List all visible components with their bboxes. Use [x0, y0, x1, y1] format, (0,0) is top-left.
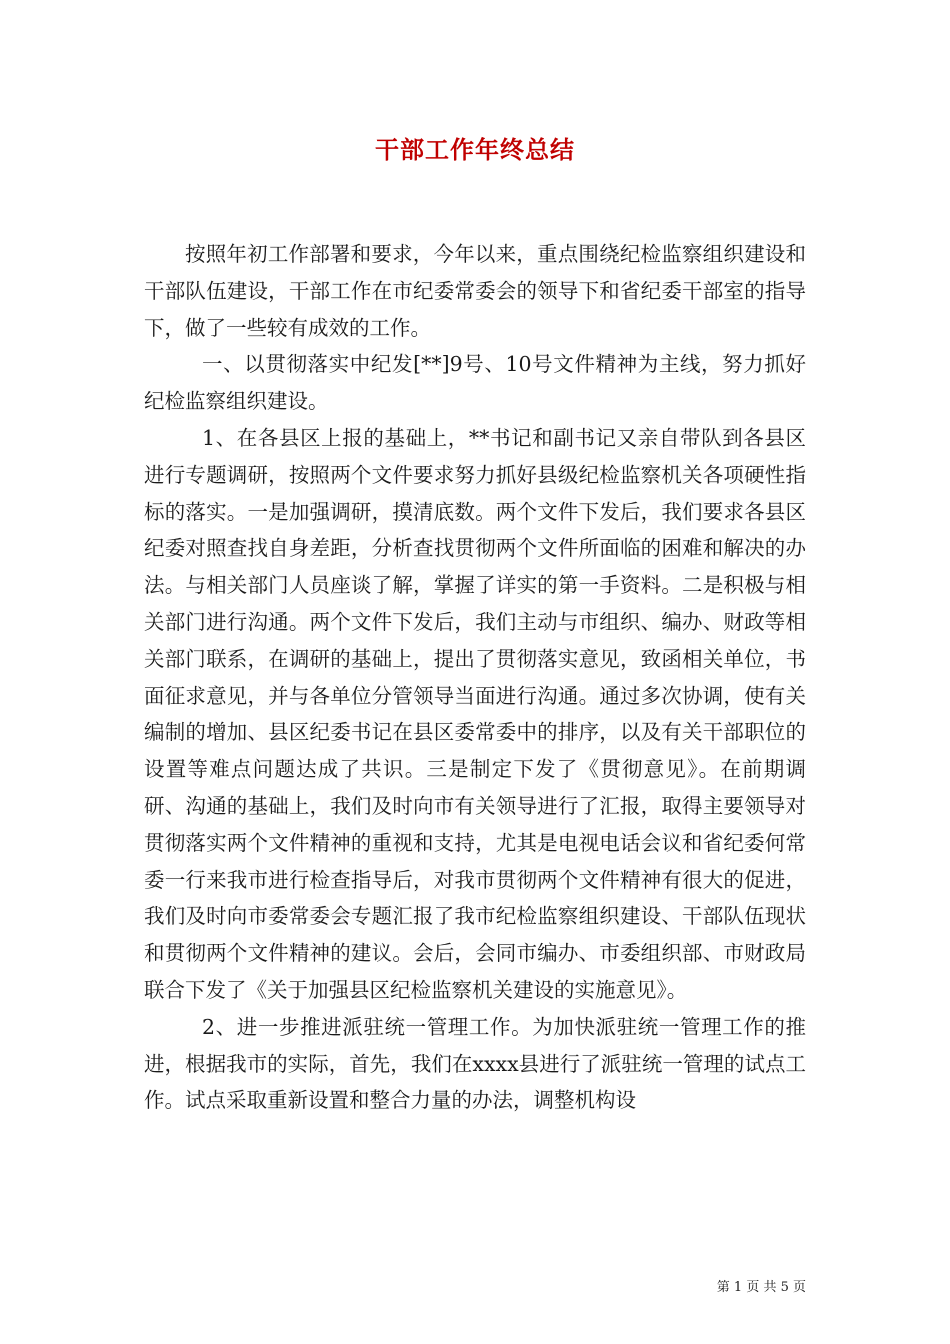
page-number-footer: 第 1 页 共 5 页	[716, 1280, 806, 1295]
document-title: 干部工作年终总结	[375, 135, 575, 164]
paragraph-intro: 按照年初工作部署和要求，今年以来，重点围绕纪检监察组织建设和干部队伍建设，干部工作在市纪委常委会的领导下和省纪委干部室的指导下，做了一些较有成效的工作。	[144, 242, 806, 340]
paragraph-item-one: 1、在各县区上报的基础上，**书记和副书记又亲自带队到各县区进行专题调研，按照两个文件要求努力抓好县级纪检监察机关各项硬性指标的落实。一是加强调研，摸清底数。两个文件下发后，我们要求各县区纪委对照查找自身差距，分析查找贯彻两个文件所面临的困难和解决的办法。与相关部门人员座谈了解，掌握了详实的第一手资料。二是积极与相关部门进行沟通。两个文件下发后，我们主动与市组织、编办、财政等相关部门联系，在调研的基础上，提出了贯彻落实意见，致函相关单位，书面征求意见，并与各单位分管领导当面进行沟通。通过多次协调，使有关编制的增加、县区纪委书记在县区委常委中的排序，以及有关干部职位的设置等难点问题达成了共识。三是制定下发了《贯彻意见》。在前期调研、沟通的基础上，我们及时向市有关领导进行了汇报，取得主要领导对贯彻落实两个文件精神的重视和支持，尤其是电视电话会议和省纪委何常委一行来我市进行检查指导后，对我市贯彻两个文件精神有很大的促进，我们及时向市委常委会专题汇报了我市纪检监察组织建设、干部队伍现状和贯彻两个文件精神的建议。会后，会同市编办、市委组织部、市财政局联合下发了《关于加强县区纪检监察机关建设的实施意见》。	[144, 425, 806, 1002]
document-body	[144, 236, 806, 1119]
paragraph-item-two: 2、进一步推进派驻统一管理工作。为加快派驻统一管理工作的推进，根据我市的实际，首先，我们在xxxx县进行了派驻统一管理的试点工作。试点采取重新设置和整合力量的办法，调整机构设	[144, 1014, 806, 1113]
paragraph-section-one-heading: 一、以贯彻落实中纪发[**]9号、10号文件精神为主线，努力抓好纪检监察组织建设。	[144, 352, 806, 414]
